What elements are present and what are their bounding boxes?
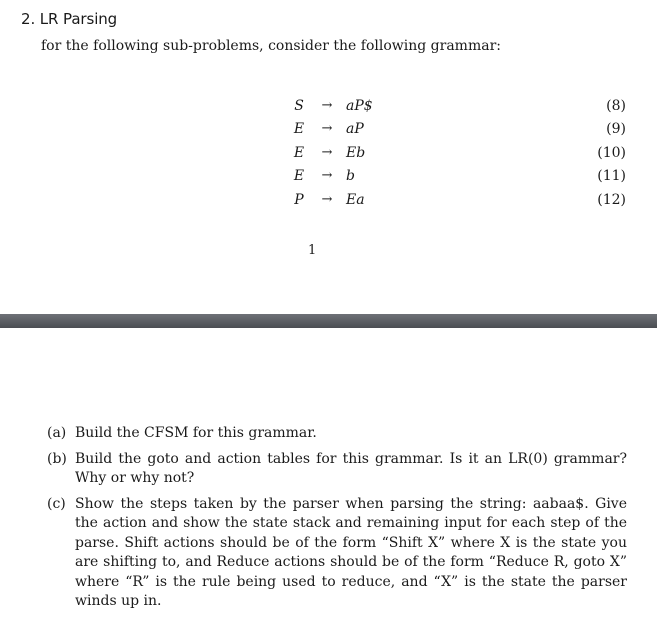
question-item	[47, 424, 627, 444]
grammar-rule	[0, 192, 657, 212]
grammar-rule	[0, 145, 657, 165]
intro-text: for the following sub-problems, consider the following grammar:	[41, 38, 501, 54]
rule-number: (9)	[606, 121, 626, 137]
grammar-block	[0, 0, 657, 260]
question-text: Build the goto and action tables for this grammar. Is it an LR(0) grammar? Why or why not?	[75, 450, 627, 486]
question-label: (c)	[47, 495, 66, 512]
page-number: 1	[308, 243, 317, 258]
rule-rhs: aP$	[346, 98, 373, 114]
rule-lhs: S	[294, 98, 304, 114]
question-item	[47, 495, 627, 612]
arrow-icon: →	[321, 168, 333, 183]
grammar-rule	[0, 98, 657, 118]
grammar-rule	[0, 121, 657, 141]
rule-rhs: aP	[346, 121, 364, 137]
question-label: (b)	[47, 450, 67, 467]
section-title: LR Parsing	[39, 10, 118, 28]
question-text: Show the steps taken by the parser when parsing the string: aabaa$. Give the action and show the state stack and remaining input for each step of the parse. Shift actions should be of the form “Shift X” where X is the state you are shifting to, and Reduce actions should be of the form “Reduce R, goto X” where “R” is the rule being used to reduce, and “X” is the state the parser winds up in.	[75, 495, 627, 609]
page-divider	[0, 314, 657, 328]
rule-lhs: E	[293, 145, 305, 161]
rule-number: (12)	[597, 192, 626, 208]
arrow-icon: →	[321, 192, 333, 207]
question-label: (a)	[47, 425, 67, 441]
rule-rhs: Eb	[346, 145, 366, 161]
rule-rhs: Ea	[346, 192, 365, 208]
rule-lhs: P	[294, 192, 304, 208]
question-text: Build the CFSM for this grammar.	[75, 425, 317, 441]
arrow-icon: →	[321, 121, 333, 136]
question-item	[47, 450, 627, 489]
rule-rhs: b	[346, 168, 355, 184]
rule-number: (8)	[606, 98, 626, 114]
rule-number: (11)	[597, 168, 626, 184]
section-number: 2.	[21, 10, 36, 28]
question-list	[47, 424, 627, 618]
rule-lhs: E	[293, 121, 305, 137]
grammar-rule	[0, 168, 657, 188]
rule-number: (10)	[597, 145, 626, 161]
arrow-icon: →	[321, 145, 333, 160]
rule-lhs: E	[293, 168, 305, 184]
arrow-icon: →	[321, 98, 333, 113]
